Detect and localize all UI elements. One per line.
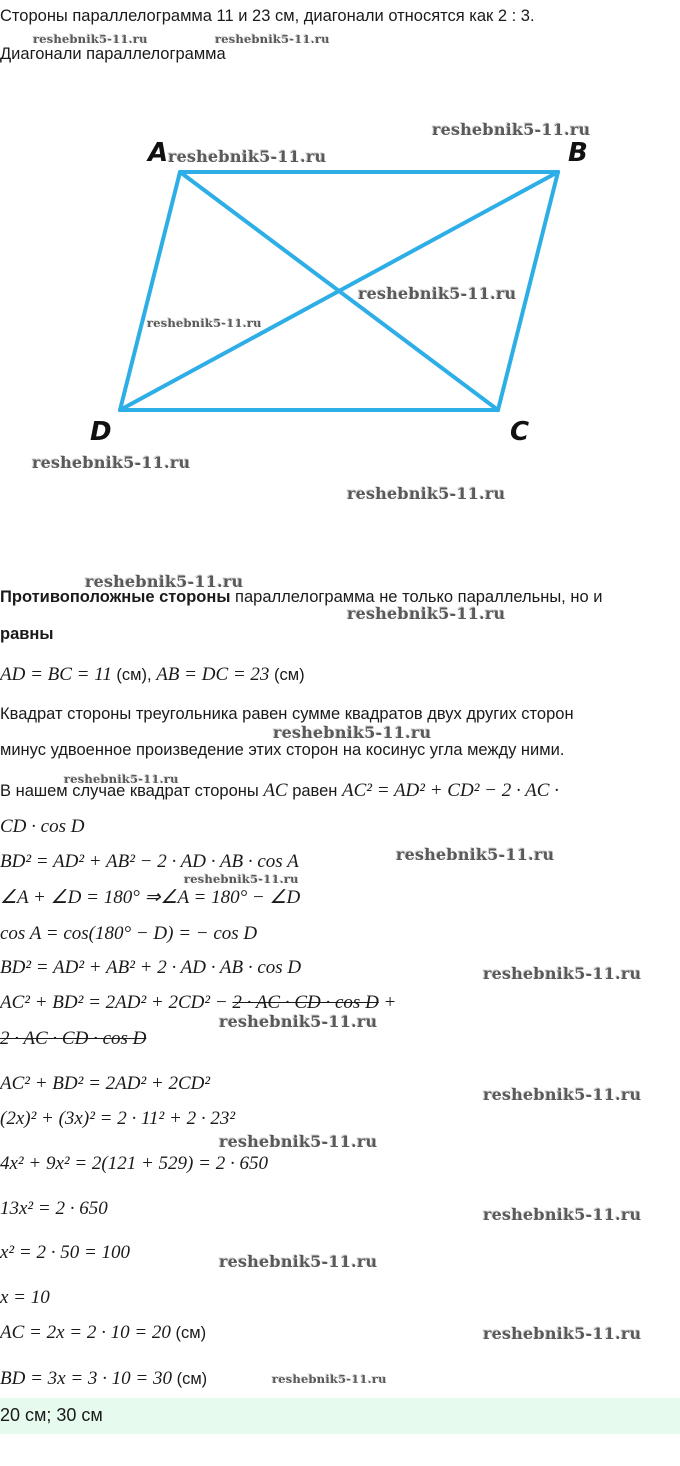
- eq-sum-1: AC² + BD² = 2AD² + 2CD² − 2 · AC · CD · cos D +: [0, 992, 397, 1013]
- answer-box: [0, 1398, 680, 1434]
- watermark: reshebnik5-11.ru: [272, 1372, 387, 1386]
- watermark: reshebnik5-11.ru: [432, 120, 591, 139]
- watermark: reshebnik5-11.ru: [483, 1085, 642, 1104]
- vertex-label-a: A: [148, 138, 169, 168]
- rule-line-1: Квадрат стороны треугольника равен сумме квадратов двух других сторон: [0, 705, 574, 723]
- paragraph-equal: равны: [0, 625, 54, 643]
- eq-x-5: x = 10: [0, 1287, 50, 1308]
- vertex-label-b: B: [568, 138, 588, 168]
- watermark: reshebnik5-11.ru: [147, 316, 262, 330]
- watermark: reshebnik5-11.ru: [347, 604, 506, 623]
- watermark: reshebnik5-11.ru: [33, 32, 148, 46]
- eq-bd: BD = 3x = 3 · 10 = 30 (см): [0, 1368, 208, 1389]
- answer-text: 20 см; 30 см: [0, 1405, 103, 1425]
- watermark: reshebnik5-11.ru: [184, 872, 299, 886]
- rule-line-2: минус удвоенное произведение этих сторон на косинус угла между ними.: [0, 741, 565, 759]
- eq-sum-3: AC² + BD² = 2AD² + 2CD²: [0, 1073, 211, 1094]
- eq-bd-cos-a: BD² = AD² + AB² − 2 · AD · AB · cos A: [0, 851, 299, 872]
- watermark: reshebnik5-11.ru: [219, 1252, 378, 1271]
- eq-ac: AC = 2x = 2 · 10 = 20 (см): [0, 1322, 207, 1343]
- vertex-label-d: D: [90, 417, 112, 447]
- watermark: reshebnik5-11.ru: [483, 1324, 642, 1343]
- vertex-label-c: C: [510, 417, 530, 447]
- sides-equation: AD = BC = 11 (см), AB = DC = 23 (см): [0, 664, 305, 685]
- parallelogram-figure: [0, 120, 680, 460]
- eq-cos: cos A = cos(180° − D) = − cos D: [0, 923, 258, 944]
- watermark: reshebnik5-11.ru: [168, 147, 327, 166]
- watermark: reshebnik5-11.ru: [219, 1012, 378, 1031]
- watermark: reshebnik5-11.ru: [483, 1205, 642, 1224]
- watermark: reshebnik5-11.ru: [219, 1132, 378, 1151]
- watermark: reshebnik5-11.ru: [358, 284, 517, 303]
- case-line-cont: CD · cos D: [0, 816, 85, 837]
- cancelled-term: 2 · AC · CD · cos D: [232, 992, 379, 1013]
- eq-sum-2-cancelled: 2 · AC · CD · cos D: [0, 1028, 147, 1049]
- watermark: reshebnik5-11.ru: [396, 845, 555, 864]
- watermark: reshebnik5-11.ru: [273, 723, 432, 742]
- eq-bd-cos-d: BD² = AD² + AB² + 2 · AD · AB · cos D: [0, 957, 302, 978]
- eq-angles: ∠A + ∠D = 180° ⇒∠A = 180° − ∠D: [0, 887, 301, 908]
- watermark: reshebnik5-11.ru: [347, 484, 506, 503]
- watermark: reshebnik5-11.ru: [215, 32, 330, 46]
- watermark: reshebnik5-11.ru: [85, 572, 244, 591]
- watermark: reshebnik5-11.ru: [64, 772, 179, 786]
- term-opposite-sides: Противоположные стороны: [0, 588, 231, 606]
- watermark: reshebnik5-11.ru: [483, 964, 642, 983]
- paragraph-opposite-sides: Противоположные стороны параллелограмма не только параллельны, но и: [0, 588, 603, 606]
- side-da: [120, 172, 180, 410]
- problem-line-2: Диагонали параллелограмма: [0, 45, 226, 63]
- eq-x-3: 13x² = 2 · 650: [0, 1198, 108, 1219]
- eq-x-2: 4x² + 9x² = 2(121 + 529) = 2 · 650: [0, 1153, 268, 1174]
- watermark: reshebnik5-11.ru: [32, 453, 191, 472]
- problem-line-1: Стороны параллелограмма 11 и 23 см, диагонали относятся как 2 : 3.: [0, 7, 535, 25]
- eq-x-4: x² = 2 · 50 = 100: [0, 1242, 131, 1263]
- case-line: В нашем случае квадрат стороны AC равен AC² = AD² + CD² − 2 · AC ·: [0, 780, 559, 801]
- eq-x-1: (2x)² + (3x)² = 2 · 11² + 2 · 23²: [0, 1108, 236, 1129]
